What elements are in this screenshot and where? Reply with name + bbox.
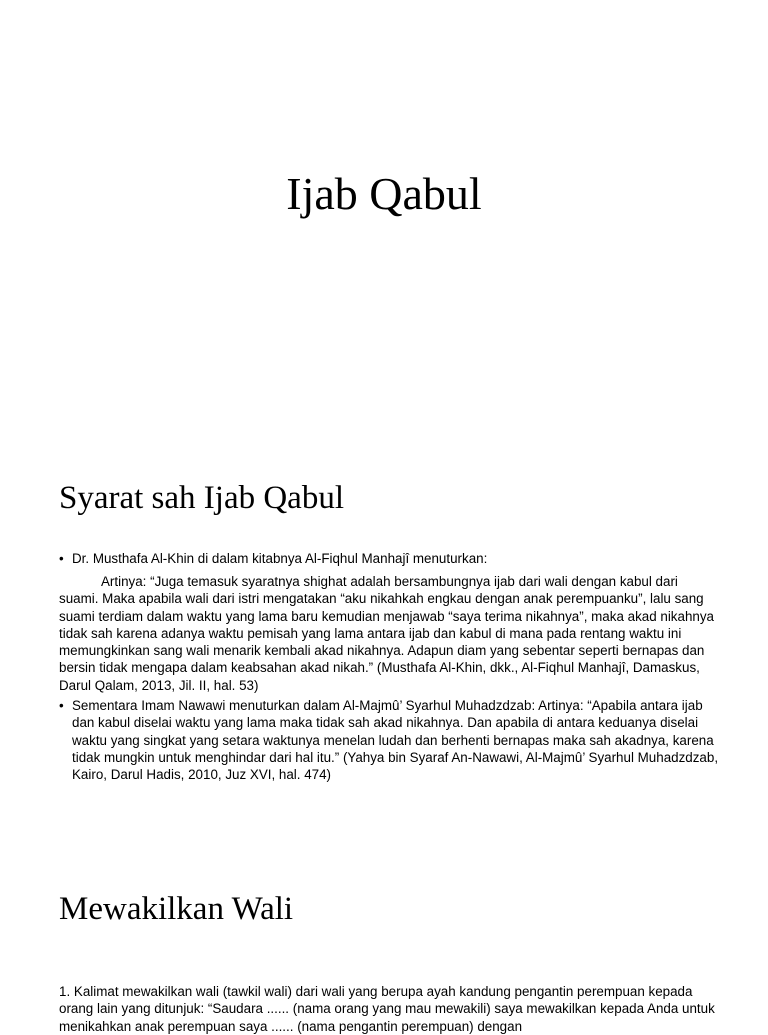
bullet-icon: •: [59, 551, 64, 566]
section-heading-mewakilkan: Mewakilkan Wali: [59, 891, 294, 927]
tawkil-paragraph: 1. Kalimat mewakilkan wali (tawkil wali) dari wali yang berupa ayah kandung pengantin perempuan kepada orang lain yang ditunjuk: “Saudara ...... (nama orang yang mau mewakili) saya mewakilkan kepada Anda untuk menikahkan anak perempuan saya ...... (nama pengantin perempuan) dengan: [59, 984, 715, 1034]
artinya-paragraph: Artinya: “Juga temasuk syaratnya shighat adalah bersambungnya ijab dari wali dengan kabul dari suami. Maka apabila wali dari istri mengatakan “aku nikahkah engkau dengan anak perempuanku”, lalu sang suami terdiam dalam waktu yang lama baru kemudian menjawab “saya terima nikahnya”, maka akad nikahnya tidak sah karena adanya waktu pemisah yang lama antara ijab dan kabul di mana pada rentang waktu ini memungkinkan sang wali menarik kembali akad nikahnya. Adapun diam yang sebentar seperti bernapas dan bersin tidak mengapa dalam keabsahan akad nikah.” (Musthafa Al-Khin, dkk., Al-Fiqhul Manhajî, Damaskus, Darul Qalam, 2013, Jil. II, hal. 53): [59, 574, 714, 693]
slide-title: Ijab Qabul: [286, 168, 482, 219]
bullet-icon: •: [59, 698, 64, 713]
bullet-text: Sementara Imam Nawawi menuturkan dalam Al-Majmû’ Syarhul Muhadzdzab: Artinya: “Apabila antara ijab dan kabul diselai waktu yang lama maka tidak sah akad nikahnya. Dan apabila di antara keduanya diselai waktu yang singkat yang setara waktunya menelan ludah dan berhenti bernapas maka sah akadnya, karena tidak mungkin untuk menghindar dari hal itu.” (Yahya bin Syaraf An-Nawawi, Al-Majmû’ Syarhul Muhadzdzab, Kairo, Darul Hadis, 2010, Juz XVI, hal. 474): [72, 698, 719, 783]
section-heading-syarat: Syarat sah Ijab Qabul: [59, 480, 344, 516]
bullet-item-nawawi: [59, 697, 719, 783]
bullet-item-al-khin: [59, 550, 719, 567]
bullet-text: Dr. Musthafa Al-Khin di dalam kitabnya Al-Fiqhul Manhajî menuturkan:: [72, 551, 488, 566]
